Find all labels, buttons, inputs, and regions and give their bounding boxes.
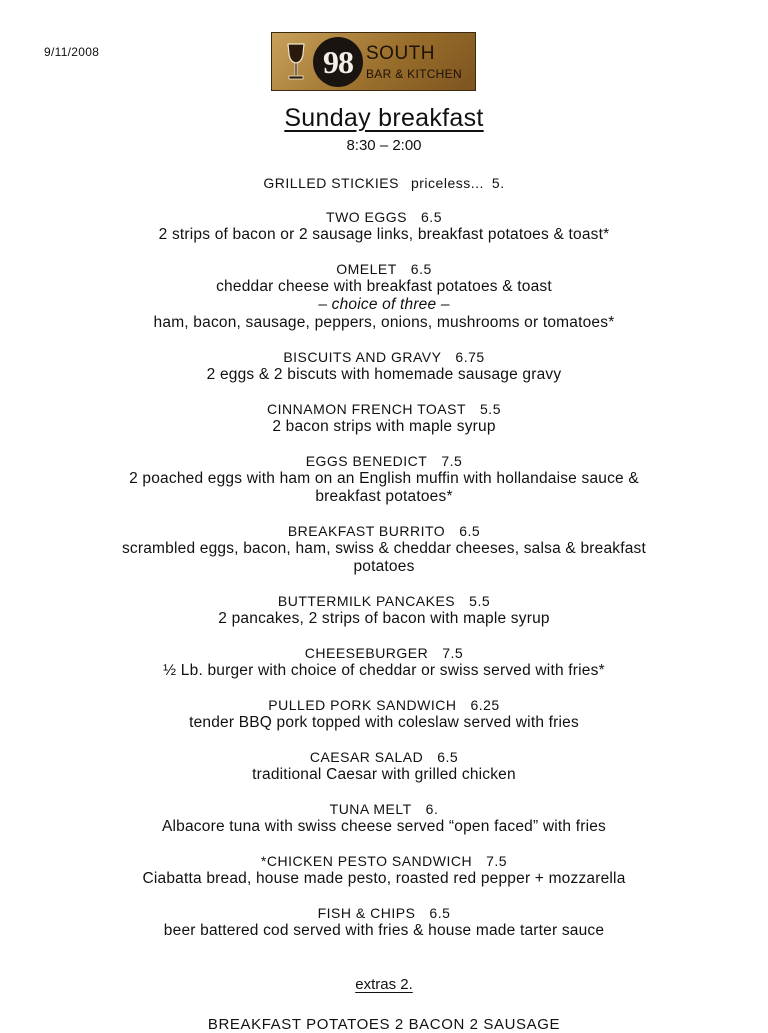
item-description: cheddar cheese with breakfast potatoes & toast (216, 278, 552, 295)
item-price: 7.5 (441, 453, 463, 469)
item-description: breakfast potatoes* (315, 488, 453, 505)
logo-name: SOUTH (366, 43, 435, 64)
menu-item (40, 452, 728, 506)
item-description: 2 poached eggs with ham on an English muffin with hollandaise sauce & (129, 470, 639, 487)
menu-item (40, 592, 728, 628)
item-name: BREAKFAST BURRITO (287, 523, 446, 539)
item-title (40, 592, 728, 610)
logo-subtitle: BAR & KITCHEN (366, 67, 462, 81)
item-description: ½ Lb. burger with choice of cheddar or swiss served with fries* (163, 662, 605, 679)
menu-item (40, 400, 728, 436)
item-title (40, 260, 728, 278)
menu-item (40, 696, 728, 732)
item-price: 5.5 (469, 593, 491, 609)
item-description-choice: – choice of three – (318, 296, 450, 313)
menu-hours: 8:30 – 2:00 (346, 137, 422, 154)
item-price: 7.5 (442, 645, 464, 661)
item-title (40, 852, 728, 870)
item-title (40, 800, 728, 818)
item-title (40, 400, 728, 418)
item-price: 7.5 (486, 853, 508, 869)
item-description: 2 eggs & 2 biscuts with homemade sausage gravy (206, 366, 562, 383)
extras-line: BREAKFAST POTATOES 2 BACON 2 SAUSAGE (207, 1016, 561, 1033)
item-description: ham, bacon, sausage, peppers, onions, mushrooms or tomatoes* (153, 314, 615, 331)
item-price: 6.5 (429, 905, 451, 921)
item-name: BISCUITS AND GRAVY (283, 349, 442, 365)
item-title (40, 748, 728, 766)
menu-item (40, 208, 728, 244)
item-name: BUTTERMILK PANCAKES (277, 593, 456, 609)
item-name: EGGS BENEDICT (305, 453, 428, 469)
extras-heading: extras 2. (355, 976, 413, 993)
item-description: 2 bacon strips with maple syrup (272, 418, 496, 435)
item-name: FISH & CHIPS (317, 905, 416, 921)
item-description: Ciabatta bread, house made pesto, roasted red pepper + mozzarella (142, 870, 626, 887)
item-price: 6.5 (410, 261, 432, 277)
menu-item (40, 260, 728, 332)
document-date: 9/11/2008 (44, 45, 100, 59)
item-price: 5. (491, 175, 505, 191)
menu-item (40, 522, 728, 576)
item-description: Albacore tuna with swiss cheese served “open faced” with fries (161, 818, 607, 835)
menu-item (40, 748, 728, 784)
item-name: *CHICKEN PESTO SANDWICH (260, 853, 473, 869)
item-description: scrambled eggs, bacon, ham, swiss & cheddar cheeses, salsa & breakfast (121, 540, 647, 557)
item-price: 6.25 (470, 697, 500, 713)
item-price: 6.5 (459, 523, 481, 539)
item-name: CHEESEBURGER (304, 645, 429, 661)
item-description: potatoes (353, 558, 415, 575)
item-description: 2 strips of bacon or 2 sausage links, breakfast potatoes & toast* (158, 226, 610, 243)
menu-item (40, 644, 728, 680)
item-description: tender BBQ pork topped with coleslaw served with fries (189, 714, 579, 731)
item-name: CINNAMON FRENCH TOAST (267, 401, 467, 417)
item-title (40, 904, 728, 922)
item-description: beer battered cod served with fries & house made tarter sauce (163, 922, 605, 939)
item-title (40, 174, 728, 192)
menu-item (40, 904, 728, 940)
item-title (40, 696, 728, 714)
menu-item (40, 852, 728, 888)
wine-glass-icon (286, 42, 306, 82)
item-title (40, 522, 728, 540)
item-name: GRILLED STICKIES (263, 175, 399, 191)
item-title (40, 348, 728, 366)
item-price: 6.75 (455, 349, 485, 365)
item-price: 6.5 (421, 209, 442, 225)
item-name: PULLED PORK SANDWICH (268, 697, 457, 713)
logo-number: 98 (313, 37, 363, 87)
item-price: 5.5 (480, 401, 501, 417)
item-name: TUNA MELT (329, 801, 412, 817)
item-note: priceless... (410, 175, 484, 191)
menu-items (40, 174, 728, 956)
menu-item (40, 348, 728, 384)
item-title (40, 644, 728, 662)
menu-item (40, 800, 728, 836)
item-title (40, 452, 728, 470)
item-price: 6.5 (437, 749, 459, 765)
restaurant-logo (271, 32, 476, 91)
item-title (40, 208, 728, 226)
item-description: traditional Caesar with grilled chicken (252, 766, 516, 783)
menu-title: Sunday breakfast (284, 104, 484, 132)
item-name: OMELET (336, 261, 397, 277)
item-name: TWO EGGS (326, 209, 408, 225)
item-name: CAESAR SALAD (309, 749, 424, 765)
item-description: 2 pancakes, 2 strips of bacon with maple syrup (218, 610, 550, 627)
item-price: 6. (425, 801, 439, 817)
menu-item (40, 174, 728, 192)
